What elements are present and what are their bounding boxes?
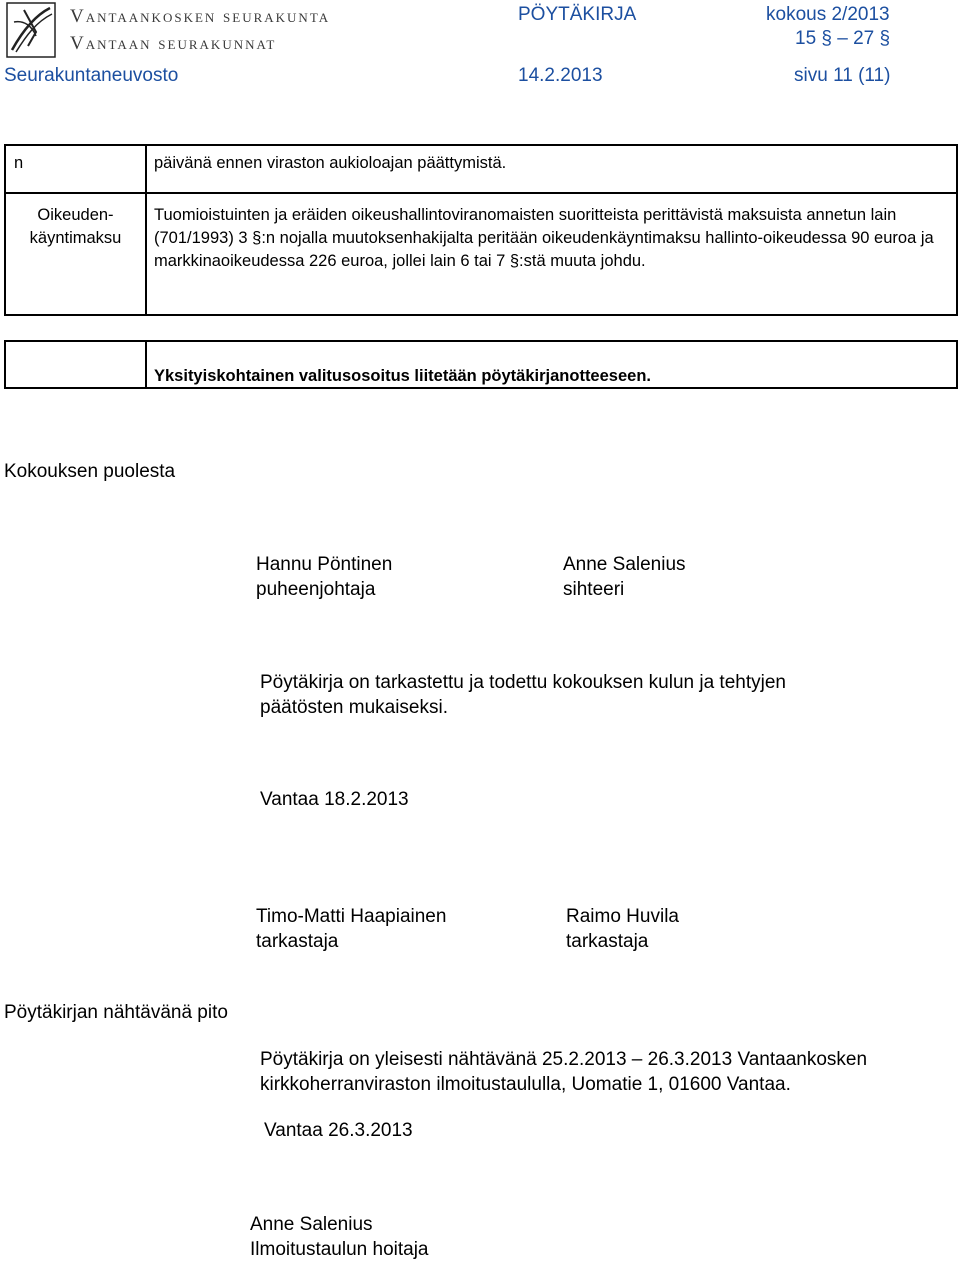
appeal-instructions-text: Yksityiskohtainen valitusosoitus liitetään pöytäkirjanotteeseen. — [154, 367, 651, 385]
page-number: sivu 11 (11) — [794, 65, 891, 86]
checker1-role: tarkastaja — [256, 931, 339, 952]
parish-logo-icon — [6, 2, 56, 58]
meeting-date: 14.2.2013 — [518, 65, 603, 86]
row-text-court-fee: Tuomioistuinten ja eräiden oikeushallintoviranomaisten suoritteista perittävistä maksuista annetun lain (701/1993) 3 §:n nojalla muutoksenhakijalta peritään oikeudenkäyntimaksu hallinto-oikeudessa 90 euroa ja markkinaoikeudessa 226 euroa, jollei lain 6 tai 7 §:stä muuta johdu. — [154, 206, 934, 270]
chair-role: puheenjohtaja — [256, 579, 376, 600]
chair-name: Hannu Pöntinen — [256, 554, 393, 575]
meeting-number: kokous 2/2013 — [766, 4, 890, 25]
row-label-n: n — [14, 154, 24, 172]
display-text-line1: Pöytäkirja on yleisesti nähtävänä 25.2.2013 – 26.3.2013 Vantaankosken — [260, 1049, 868, 1070]
appeal-fee-table — [4, 144, 958, 316]
doc-type: PÖYTÄKIRJA — [518, 4, 637, 25]
body-name: Seurakuntaneuvosto — [4, 65, 179, 86]
checker2-role: tarkastaja — [566, 931, 649, 952]
signatures-heading: Kokouksen puolesta — [4, 461, 176, 482]
verification-text-line1: Pöytäkirja on tarkastettu ja todettu kokouksen kulun ja tehtyjen — [260, 672, 786, 693]
secretary-role: sihteeri — [563, 579, 625, 600]
verification-text-line2: päätösten mukaiseksi. — [260, 697, 448, 718]
display-heading: Pöytäkirjan nähtävänä pito — [4, 1002, 228, 1023]
verification-place-date: Vantaa 18.2.2013 — [260, 789, 409, 810]
row-text-deadline: päivänä ennen viraston aukioloajan päättymistä. — [154, 154, 507, 172]
secretary-name: Anne Salenius — [563, 554, 686, 575]
checker1-name: Timo-Matti Haapiainen — [256, 906, 447, 927]
display-place-date: Vantaa 26.3.2013 — [264, 1120, 413, 1141]
org-name-line1: Vantaankosken seurakunta — [70, 6, 331, 27]
display-signer-role: Ilmoitustaulun hoitaja — [250, 1239, 429, 1260]
checker2-name: Raimo Huvila — [566, 906, 679, 927]
row-label-court-fee: Oikeuden- käyntimaksu — [29, 206, 122, 247]
display-signer-name: Anne Salenius — [250, 1214, 373, 1235]
section-range: 15 § – 27 § — [795, 28, 891, 49]
display-text-line2: kirkkoherranviraston ilmoitustaululla, Uomatie 1, 01600 Vantaa. — [260, 1074, 791, 1095]
appeal-instructions-box — [4, 340, 958, 389]
org-name-line2: Vantaan seurakunnat — [70, 33, 277, 54]
